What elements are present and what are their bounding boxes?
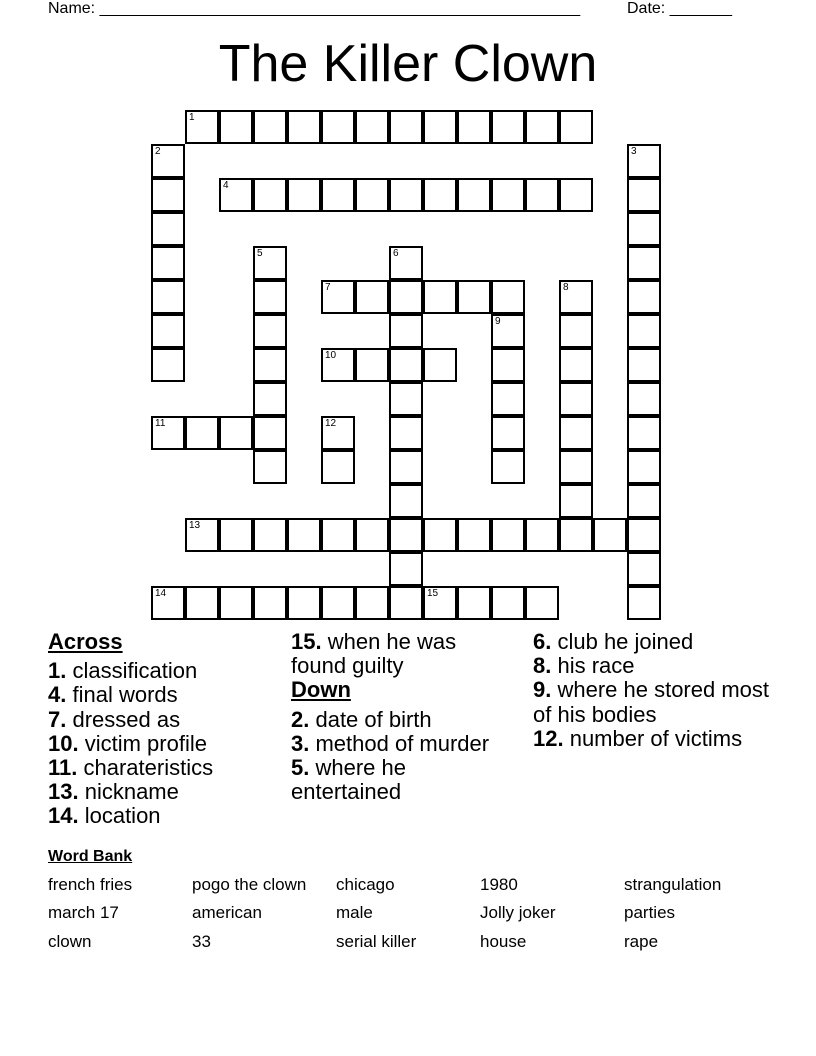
grid-cell[interactable] [389, 178, 423, 212]
clue-number: 8. [533, 653, 552, 679]
clue-number-label: 15 [427, 588, 439, 599]
word-bank-item: clown [48, 932, 92, 951]
clue-number: 13. [48, 779, 79, 805]
grid-cell[interactable] [151, 586, 185, 620]
grid-cell[interactable] [253, 518, 287, 552]
word-bank-item: rape [624, 932, 659, 951]
grid-cell[interactable] [355, 178, 389, 212]
grid-cell[interactable] [389, 382, 423, 416]
grid-cell[interactable] [253, 178, 287, 212]
grid-cell[interactable] [491, 382, 525, 416]
across-clue-13 [48, 780, 288, 804]
clue-number: 10. [48, 730, 79, 756]
grid-cell[interactable] [627, 178, 661, 212]
grid-cell[interactable] [253, 246, 287, 280]
down-clue-5 [291, 756, 506, 804]
word-bank-item: strangulation [624, 875, 722, 894]
grid-cell[interactable] [491, 518, 525, 552]
clue-text: dressed as [66, 706, 181, 732]
grid-cell[interactable] [423, 110, 457, 144]
clue-text: number of victims [563, 725, 743, 751]
clue-number-label: 6 [393, 248, 399, 259]
across-clue-11 [48, 756, 288, 780]
grid-cell[interactable] [627, 246, 661, 280]
clue-text: final words [66, 682, 178, 708]
grid-cell[interactable] [627, 348, 661, 382]
word-bank-item: american [192, 903, 262, 922]
name-field-label: Name: ______________________________________________________ [48, 0, 581, 17]
grid-cell[interactable] [559, 110, 593, 144]
clue-number: 12. [533, 725, 564, 751]
grid-cell[interactable] [457, 586, 491, 620]
clue-text: his race [551, 653, 635, 679]
grid-cell[interactable] [627, 144, 661, 178]
grid-cell[interactable] [559, 416, 593, 450]
grid-cell[interactable] [627, 450, 661, 484]
clue-text: location [78, 803, 161, 829]
grid-cell[interactable] [423, 348, 457, 382]
across-clue-14 [48, 804, 288, 828]
clue-number: 4. [48, 682, 67, 708]
grid-cell[interactable] [491, 314, 525, 348]
clues-column-2 [291, 630, 506, 804]
grid-cell[interactable] [389, 416, 423, 450]
clue-number-label: 12 [325, 418, 337, 429]
grid-cell[interactable] [151, 280, 185, 314]
clue-number-label: 11 [155, 418, 166, 429]
grid-cell[interactable] [219, 178, 253, 212]
grid-cell[interactable] [525, 110, 559, 144]
across-clue-7 [48, 708, 288, 732]
grid-cell[interactable] [321, 450, 355, 484]
grid-cell[interactable] [559, 450, 593, 484]
grid-cell[interactable] [491, 110, 525, 144]
grid-cell[interactable] [321, 586, 355, 620]
clue-text: where he entertained [291, 755, 406, 805]
clue-number: 11. [48, 755, 78, 781]
clue-number-label: 7 [325, 282, 331, 293]
clue-number: 7. [48, 706, 67, 732]
word-bank-title: Word Bank [48, 848, 133, 865]
grid-cell[interactable] [627, 416, 661, 450]
grid-cell[interactable] [185, 518, 219, 552]
clue-text: method of murder [309, 730, 490, 756]
grid-cell[interactable] [627, 314, 661, 348]
grid-cell[interactable] [389, 314, 423, 348]
grid-cell[interactable] [355, 348, 389, 382]
word-bank-item: parties [624, 903, 676, 922]
grid-cell[interactable] [253, 314, 287, 348]
grid-cell[interactable] [321, 110, 355, 144]
grid-cell[interactable] [253, 382, 287, 416]
grid-cell[interactable] [219, 518, 253, 552]
grid-cell[interactable] [423, 178, 457, 212]
grid-cell[interactable] [491, 178, 525, 212]
grid-cell[interactable] [389, 110, 423, 144]
grid-cell[interactable] [423, 518, 457, 552]
grid-cell[interactable] [491, 450, 525, 484]
grid-cell[interactable] [559, 314, 593, 348]
clue-number-label: 9 [495, 316, 501, 327]
grid-cell[interactable] [491, 280, 525, 314]
grid-cell[interactable] [321, 348, 355, 382]
down-clue-9 [533, 678, 773, 726]
grid-cell[interactable] [559, 178, 593, 212]
grid-cell[interactable] [627, 518, 661, 552]
grid-cell[interactable] [423, 280, 457, 314]
grid-cell[interactable] [321, 280, 355, 314]
word-bank-item: male [336, 903, 373, 922]
clue-number-label: 10 [325, 350, 337, 361]
clue-number-label: 8 [563, 282, 569, 293]
clue-number: 3. [291, 730, 310, 756]
word-bank-item: Jolly joker [480, 903, 556, 922]
grid-cell[interactable] [185, 110, 219, 144]
clue-number-label: 4 [223, 180, 229, 191]
grid-cell[interactable] [627, 212, 661, 246]
clue-text: classification [66, 658, 198, 684]
down-clue-6 [533, 630, 773, 654]
across-clue-10 [48, 732, 288, 756]
grid-cell[interactable] [219, 586, 253, 620]
clue-text: club he joined [551, 629, 694, 654]
grid-cell[interactable] [219, 416, 253, 450]
clue-number: 14. [48, 803, 79, 829]
grid-cell[interactable] [491, 416, 525, 450]
grid-cell[interactable] [151, 348, 185, 382]
clue-number-label: 5 [257, 248, 263, 259]
clue-number-label: 2 [155, 146, 161, 157]
clues-column-1 [48, 630, 288, 829]
grid-cell[interactable] [559, 484, 593, 518]
word-bank-item: 1980 [480, 875, 518, 894]
grid-cell[interactable] [559, 280, 593, 314]
grid-cell[interactable] [185, 416, 219, 450]
grid-cell[interactable] [389, 586, 423, 620]
grid-cell[interactable] [457, 518, 491, 552]
grid-cell[interactable] [389, 518, 423, 552]
grid-cell[interactable] [457, 280, 491, 314]
down-clue-8 [533, 654, 773, 678]
grid-cell[interactable] [627, 484, 661, 518]
grid-cell[interactable] [253, 416, 287, 450]
grid-cell[interactable] [219, 110, 253, 144]
down-clue-3 [291, 732, 506, 756]
date-field-label: Date: _______ [627, 0, 732, 17]
word-bank-item: house [480, 932, 527, 951]
grid-cell[interactable] [627, 586, 661, 620]
grid-cell[interactable] [491, 348, 525, 382]
clue-text: charateristics [77, 755, 214, 781]
grid-cell[interactable] [627, 382, 661, 416]
grid-cell[interactable] [287, 586, 321, 620]
grid-cell[interactable] [559, 518, 593, 552]
word-bank-item: march 17 [48, 903, 119, 922]
grid-cell[interactable] [321, 178, 355, 212]
clue-text: victim profile [78, 730, 207, 756]
grid-cell[interactable] [151, 178, 185, 212]
grid-cell[interactable] [151, 246, 185, 280]
clue-number-label: 1 [189, 112, 195, 123]
grid-cell[interactable] [525, 178, 559, 212]
clue-text: nickname [78, 779, 179, 805]
grid-cell[interactable] [253, 110, 287, 144]
grid-cell[interactable] [593, 518, 627, 552]
grid-cell[interactable] [627, 280, 661, 314]
clue-number: 15. [291, 629, 322, 654]
word-bank-item: pogo the clown [192, 875, 307, 894]
grid-cell[interactable] [355, 280, 389, 314]
grid-cell[interactable] [151, 212, 185, 246]
word-bank-item: chicago [336, 875, 395, 894]
grid-cell[interactable] [389, 246, 423, 280]
grid-cell[interactable] [457, 178, 491, 212]
down-clue-2 [291, 708, 506, 732]
word-bank-item: french fries [48, 875, 133, 894]
grid-cell[interactable] [355, 518, 389, 552]
clue-number: 6. [533, 629, 552, 654]
grid-cell[interactable] [151, 416, 185, 450]
clue-text: date of birth [309, 706, 432, 732]
grid-cell[interactable] [525, 518, 559, 552]
down-heading: Down [291, 677, 351, 703]
grid-cell[interactable] [355, 586, 389, 620]
grid-cell[interactable] [559, 382, 593, 416]
clue-text: when he was found guilty [291, 629, 457, 679]
grid-cell[interactable] [525, 586, 559, 620]
clue-number: 9. [533, 677, 552, 703]
clue-number: 5. [291, 755, 310, 781]
grid-cell[interactable] [559, 348, 593, 382]
grid-cell[interactable] [287, 110, 321, 144]
grid-cell[interactable] [287, 518, 321, 552]
clue-number-label: 3 [631, 146, 637, 157]
grid-cell[interactable] [253, 280, 287, 314]
grid-cell[interactable] [321, 416, 355, 450]
grid-cell[interactable] [253, 586, 287, 620]
grid-cell[interactable] [151, 314, 185, 348]
clue-number: 2. [291, 706, 310, 732]
clue-number-label: 14 [155, 588, 167, 599]
grid-cell[interactable] [185, 586, 219, 620]
grid-cell[interactable] [389, 484, 423, 518]
grid-cell[interactable] [253, 450, 287, 484]
grid-cell[interactable] [151, 144, 185, 178]
grid-cell[interactable] [423, 586, 457, 620]
grid-cell[interactable] [389, 552, 423, 586]
grid-cell[interactable] [253, 348, 287, 382]
puzzle-title: The Killer Clown [218, 35, 598, 93]
across-clue-15 [291, 630, 506, 678]
grid-cell[interactable] [627, 552, 661, 586]
across-clue-4 [48, 683, 288, 707]
grid-cell[interactable] [491, 586, 525, 620]
word-bank-item: 33 [192, 932, 211, 951]
clue-number: 1. [48, 658, 67, 684]
clue-number-label: 13 [189, 520, 201, 531]
grid-cell[interactable] [321, 518, 355, 552]
across-heading: Across [48, 629, 123, 654]
across-clue-1 [48, 659, 288, 683]
grid-cell[interactable] [389, 450, 423, 484]
grid-cell[interactable] [355, 110, 389, 144]
word-bank-item: serial killer [336, 932, 417, 951]
clue-text: where he stored most of his bodies [533, 677, 770, 727]
grid-cell[interactable] [389, 348, 423, 382]
down-clue-12 [533, 727, 773, 751]
grid-cell[interactable] [389, 280, 423, 314]
grid-cell[interactable] [457, 110, 491, 144]
grid-cell[interactable] [287, 178, 321, 212]
clues-column-3 [533, 630, 773, 751]
